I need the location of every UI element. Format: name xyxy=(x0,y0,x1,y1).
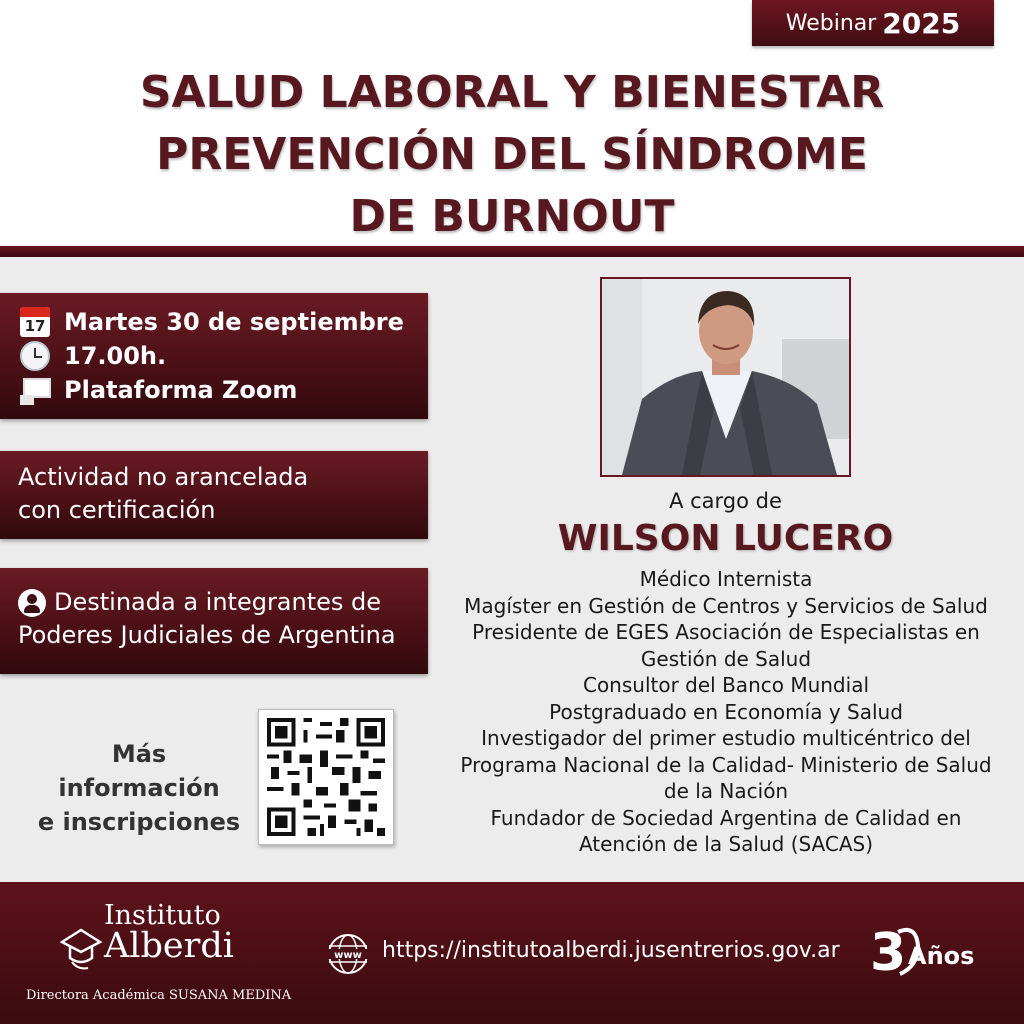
speaker-photo xyxy=(600,277,851,477)
title-line-2: PREVENCIÓN DEL SÍNDROME xyxy=(156,129,868,180)
globe-icon xyxy=(326,932,370,976)
more-info-line-2: e inscripciones xyxy=(37,808,241,836)
director-credit: Directora Académica SUSANA MEDINA xyxy=(26,988,292,1003)
platform-row xyxy=(20,373,428,407)
title-line-3: DE BURNOUT xyxy=(349,191,675,242)
audience-row xyxy=(18,586,428,619)
computer-icon xyxy=(20,375,50,405)
footer xyxy=(0,882,1024,1024)
calendar-icon: 17 xyxy=(20,307,50,337)
institute-logo-icon xyxy=(58,922,104,972)
date-row xyxy=(20,305,428,339)
cost-box xyxy=(0,451,428,539)
time-row xyxy=(20,339,428,373)
event-details-box xyxy=(0,293,428,419)
credential-line: Presidente de EGES Asociación de Especialistas en xyxy=(472,620,980,644)
event-title xyxy=(40,62,984,248)
anniversary-logo xyxy=(868,922,980,982)
svg-text:www: www xyxy=(334,950,362,961)
credential-line: Magíster en Gestión de Centros y Servicios de Salud xyxy=(464,593,988,618)
audience-line-2: Poderes Judiciales de Argentina xyxy=(18,621,396,649)
event-date: Martes 30 de septiembre xyxy=(64,308,404,336)
cost-line-1: Actividad no arancelada xyxy=(18,463,309,491)
cost-line-2: con certificación xyxy=(18,496,216,524)
user-icon xyxy=(18,589,46,617)
qr-code-icon xyxy=(267,718,385,836)
credential-line: Atención de la Salud (SACAS) xyxy=(578,832,874,856)
webinar-label: Webinar xyxy=(785,10,877,36)
clock-icon xyxy=(20,341,50,371)
speaker-credentials xyxy=(440,566,1012,858)
speaker-portrait xyxy=(602,279,849,475)
divider xyxy=(0,246,1024,257)
speaker-name: WILSON LUCERO xyxy=(557,518,894,559)
svg-text:Años: Años xyxy=(908,942,975,970)
credential-line: Médico Internista xyxy=(639,567,813,591)
credential-line: Investigador del primer estudio multicéntrico del xyxy=(481,726,971,750)
institute-label: Instituto xyxy=(104,900,221,931)
credential-line: Consultor del Banco Mundial xyxy=(582,673,869,697)
svg-text:3: 3 xyxy=(870,923,907,982)
credential-line: Gestión de Salud xyxy=(640,646,812,671)
audience-line-1: Destinada a integrantes de xyxy=(54,588,382,616)
event-platform: Plataforma Zoom xyxy=(64,376,298,404)
credential-line: de la Nación xyxy=(663,779,789,803)
credential-line: Programa Nacional de la Calidad- Ministerio de Salud xyxy=(460,752,992,777)
more-info-line-1: Más información xyxy=(58,740,220,802)
title-line-1: SALUD LABORAL Y BIENESTAR xyxy=(139,67,885,118)
credential-line: Fundador de Sociedad Argentina de Calidad en xyxy=(490,805,962,830)
event-time: 17.00h. xyxy=(64,342,167,370)
website-link[interactable]: https://institutoalberdi.jusentrerios.gov.ar xyxy=(382,938,840,963)
speaker-intro: A cargo de xyxy=(669,489,782,513)
credential-line: Postgraduado en Economía y Salud xyxy=(549,699,903,724)
more-info-text xyxy=(30,737,248,839)
institute-name: Alberdi xyxy=(104,926,234,966)
audience-box xyxy=(0,568,428,674)
webinar-year: 2025 xyxy=(882,6,961,40)
webinar-badge xyxy=(752,0,994,46)
qr-code[interactable] xyxy=(258,709,394,845)
